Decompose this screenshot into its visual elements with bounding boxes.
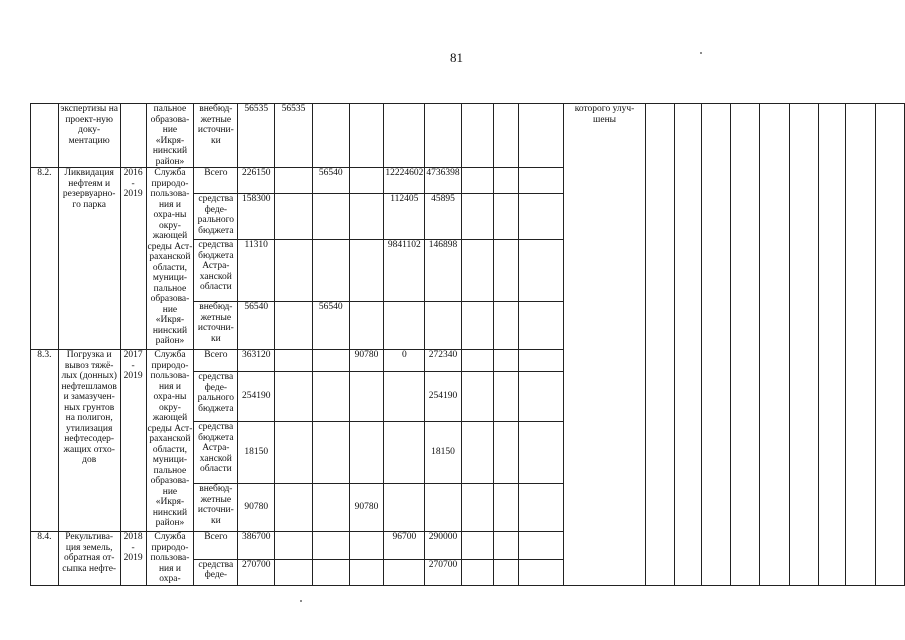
value-cell: 0 [384,350,425,372]
value-cell: 4736398 [425,168,461,194]
years: 2018 - 2019 [120,532,146,586]
total-value: 254190 [238,372,275,422]
years: 2016 - 2019 [120,168,146,350]
funding-source: средства феде-рального бюджета [194,372,238,422]
value-cell: 56540 [312,168,349,194]
funding-source: внебюд-жетные источни-ки [194,484,238,532]
years [120,104,146,168]
funding-source: средства бюджета Астра-ханской области [194,422,238,484]
table-row [31,104,905,168]
funding-source: внебюд-жетные источни-ки [194,302,238,350]
row-code [31,104,59,168]
value-cell: 146898 [425,240,461,302]
value-cell: 96700 [384,532,425,560]
total-value: 56535 [238,104,275,168]
program-table [30,103,905,586]
funding-source: средства феде- [194,559,238,585]
note-cell: которого улуч-шены [564,104,646,586]
total-value: 386700 [238,532,275,560]
measure-name: Погрузка и вывоз тяжё-лых (донных) нефтешламов и замазучен-ных грунтов на полигон, утилизация нефтесодер-жащих отхо-дов [58,350,120,532]
funding-source: средства бюджета Астра-ханской области [194,240,238,302]
measure-name: Ликвидация нефтеям и резервуарно-го парка [58,168,120,350]
row-code: 8.2. [31,168,59,350]
measure-name: экспертизы на проект-ную доку-ментацию [58,104,120,168]
total-value: 158300 [238,194,275,240]
value-cell: 112405 [384,194,425,240]
value-cell: 12224602 [384,168,425,194]
funding-source: Всего [194,532,238,560]
total-value: 90780 [238,484,275,532]
years: 2017 - 2019 [120,350,146,532]
funding-source: средства феде-рального бюджета [194,194,238,240]
value-cell: 56540 [312,302,349,350]
funding-source: Всего [194,168,238,194]
total-value: 56540 [238,302,275,350]
scan-artifact [300,600,302,602]
funding-source: внебюд-жетные источни-ки [194,104,238,168]
executor: Служба природо-пользова-ния и охра-ны окру-жающей среды Аст-раханской области, муници-пальное образова-ние «Икря-нинский район» [146,350,194,532]
value-cell: 9841102 [384,240,425,302]
total-value: 18150 [238,422,275,484]
value-cell: 56535 [275,104,313,168]
value-cell: 270700 [425,559,461,585]
measure-name: Рекультива-ция земель, обратная от-сыпка нефте- [58,532,120,586]
total-value: 270700 [238,559,275,585]
row-code: 8.3. [31,350,59,532]
row-code: 8.4. [31,532,59,586]
value-cell: 90780 [349,350,384,372]
value-cell: 18150 [425,422,461,484]
value-cell: 272340 [425,350,461,372]
total-value: 226150 [238,168,275,194]
executor: пальное образова-ние «Икря-нинский район» [146,104,194,168]
value-cell: 290000 [425,532,461,560]
value-cell: 254190 [425,372,461,422]
executor: Служба природо-пользова-ния и охра-ны окру-жающей среды Аст-раханской области, муници-пальное образова-ние «Икря-нинский район» [146,168,194,350]
value-cell: 90780 [349,484,384,532]
total-value: 11310 [238,240,275,302]
value-cell: 45895 [425,194,461,240]
funding-source: Всего [194,350,238,372]
scan-artifact [700,52,702,54]
executor: Служба природо-пользова-ния и охра- [146,532,194,586]
page-number: 81 [450,50,463,65]
total-value: 363120 [238,350,275,372]
